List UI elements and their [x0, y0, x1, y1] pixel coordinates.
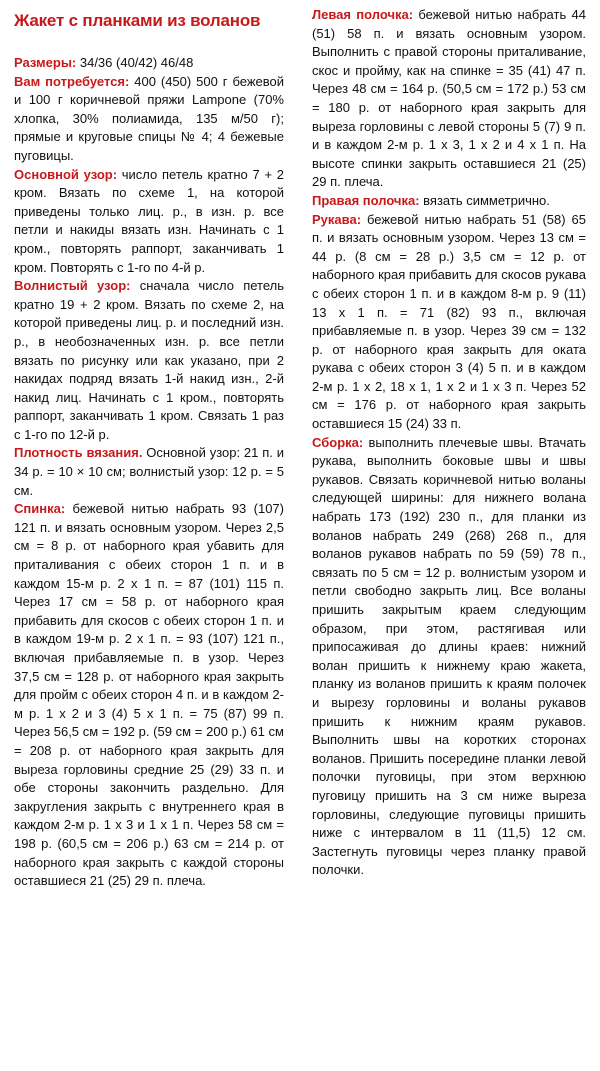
assembly-text: выполнить плечевые швы. Втачать рукава, выполнить боковые швы и швы рукавов. Связать коричневой нитью воланы следующей ширины: для нижнего волана набрать 173 (192) 230 п., для планки из воланов набрать 249 (268) 268 п., для воланов рукавов набрать по 59 (59) 78 п., связать по 5 см = 12 р. волнистым узором и петли свободно закрыть лиц. Все воланы пришить закрытым краем следующим образом, при этом, растягивая или припосаживая до длины краев: нижний волан пришить к нижнему краю жакета, планку из воланов пришить к краям полочек и вырезу горловины и воланы рукавов пришить к нижним краям рукавов. Выполнить швы на коротких сторонах воланов. Пришить посередине планки левой полочки пуговицы, при этом верхнюю пуговицу пришить на 3 см ниже выреза горловины, следующие пуговицы пришить ниже с интервалом в 11 (11,5) 12 см. Застегнуть пуговицы через планку правой полочки. [312, 434, 586, 878]
sleeves-heading: Рукава: [312, 211, 362, 227]
left-front-paragraph [312, 6, 586, 192]
sizes-paragraph [14, 54, 284, 73]
page-title: Жакет с планками из воланов [14, 11, 261, 30]
main-pattern-paragraph [14, 166, 284, 278]
materials-paragraph [14, 73, 284, 166]
right-front-paragraph [312, 192, 586, 211]
left-front-text: бежевой нитью набрать 44 (51) 58 п. и вязать основным узором. Выполнить с правой стороны приталивание, скос и пройму, как на спинке = 35 (41) 47 п. Через 48 см = 164 р. (50,5 см = 172 р.) 53 см = 180 р. от наборного края закрыть для выреза горловины с левой стороны 5 (7) 9 п. и в каждом 2-м р. 1 x 3, 1 x 2 и 4 x 1 п. На высоте спинки закрыть оставшиеся 21 (25) 29 п. плеча. [312, 7, 586, 190]
sleeves-text: бежевой нитью набрать 51 (58) 65 п. и вязать основным узором. Через 13 см = 44 р. (8 см = 28 р.) 3,5 см = 12 р. от наборного края прибавить для скосов рукава с обеих сторон 1 п. и в каждом 8-м р. 9 (11) 13 x 1 п. = 71 (82) 93 п., включая прибавляемые п. в узор. Через 39 см = 132 р. от наборного края закрыть для оката рукава с обеих сторон 3 (4) 5 п. и в каждом 2-м р. 1 x 2, 18 x 1, 1 x 2 и 1 x 3 п. Через 52 см = 176 р. от наборного края закрыть оставшиеся 15 (24) 33 п. [312, 211, 586, 432]
main-pattern-heading: Основной узор: [14, 166, 118, 182]
main-pattern-text: число петель кратно 7 + 2 кром. Вязать по схеме 1, на которой приведены только лиц. р., в изн. р. все петли и накиды вязать изн. Начинать с 1 кром., повторять раппорт, заканчивать 1 кром. Повторять с 1-го по 4-й р. [14, 166, 284, 275]
wave-pattern-heading: Волнистый узор: [14, 278, 131, 294]
gauge-heading: Плотность вязания. [14, 445, 143, 461]
back-text: бежевой нитью набрать 93 (107) 121 п. и вязать основным узором. Через 2,5 см = 8 р. от наборного края убавить для приталивания с обеих сторон 1 п. и в каждом 15-м р. 2 x 1 п. = 87 (101) 115 п. Через 17 см = 58 р. от наборного края прибавить для скосов с обеих сторон 1 п. и в каждом 19-м р. 2 x 1 п. = 93 (107) 121 п., включая прибавляемые п. в узор. Через 37,5 см = 128 р. от наборного края закрыть для пройм с обеих сторон 4 п. и в каждом 2-м р. 1 x 2 и 3 (4) 5 x 1 п. = 75 (87) 99 п. Через 56,5 см = 192 р. (59 см = 200 р.) 61 см = 208 р. от наборного края закрыть для выреза горловины средние 25 (29) 33 п. и обе стороны закончить раздельно. Для закругления закрыть с внутреннего края в каждом 2-м р. 1 x 3 и 1 x 1 п. Через 58 см = 198 р. (60,5 см = 206 р.) 63 см = 214 р. от наборного края закрыть с каждой стороны оставшиеся 21 (25) 29 п. плеча. [14, 501, 284, 889]
assembly-paragraph [312, 434, 586, 880]
gauge-paragraph [14, 444, 284, 500]
sizes-text: 34/36 (40/42) 46/48 [76, 55, 194, 70]
gauge-text: Основной узор: 21 п. и 34 р. = 10 × 10 см; волнистый узор: 12 р. = 5 см. [14, 445, 284, 498]
right-front-heading: Правая полочка: [312, 192, 420, 208]
back-paragraph [14, 500, 284, 890]
sleeves-paragraph [312, 211, 586, 434]
right-front-text: вязать симметрично. [419, 192, 550, 208]
back-heading: Спинка: [14, 501, 66, 517]
right-column [312, 6, 586, 880]
materials-text: 400 (450) 500 г бежевой и 100 г коричневой пряжи Lampone (70% хлопка, 30% полиамида, 135 м/50 г); прямые и круговые спицы № 4; 4 бежевые пуговицы. [14, 73, 285, 163]
left-front-heading: Левая полочка: [312, 7, 414, 22]
left-column [14, 10, 284, 891]
wave-pattern-text: сначала число петель кратно 19 + 2 кром. Вязать по схеме 2, на которой приведены лиц. р. и последний изн. р., в необозначенных изн. р. все петли вязать по рисунку или как указано, при 2 накидах подряд вязать 1-й накид изн., 2-й накид лиц. Начинать с 1 кром., повторять раппорт, заканчивать 1 кром. Связать 1 раз с 1-го по 12-й р. [14, 278, 284, 442]
wave-pattern-paragraph [14, 277, 284, 444]
assembly-heading: Сборка: [312, 434, 364, 450]
sizes-heading: Размеры: [14, 55, 77, 70]
materials-heading: Вам потребуется: [14, 73, 130, 89]
